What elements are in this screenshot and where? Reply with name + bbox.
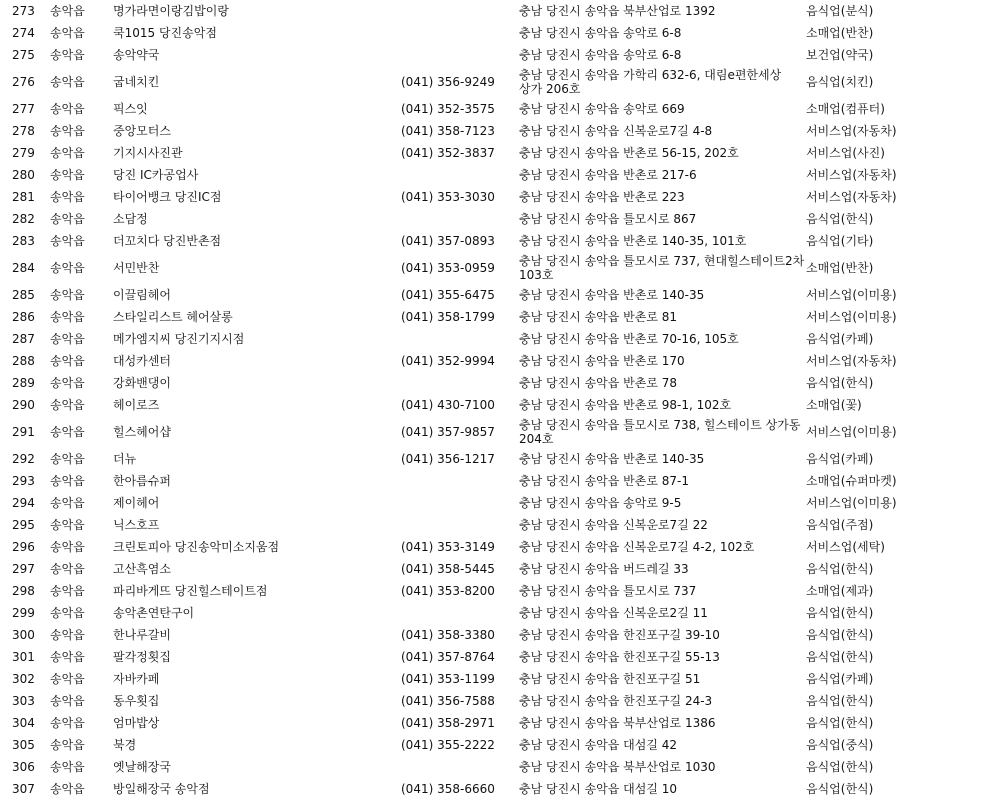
town-cell: 송악읍 <box>50 332 85 346</box>
table-row <box>0 284 988 306</box>
category-cell: 소매업(반찬) <box>806 261 874 275</box>
table-row <box>0 252 988 284</box>
row-number: 306 <box>12 760 35 774</box>
store-name-cell: 송악약국 <box>113 48 160 62</box>
row-number: 274 <box>12 26 35 40</box>
row-number: 284 <box>12 261 35 275</box>
row-number: 299 <box>12 606 35 620</box>
town-cell: 송악읍 <box>50 452 85 466</box>
address-cell: 충남 당진시 송악읍 북부산업로 1392 <box>519 4 716 18</box>
table-row <box>0 164 988 186</box>
address-cell: 충남 당진시 송악읍 한진포구길 24-3 <box>519 694 713 708</box>
store-name-cell: 헤이로즈 <box>113 398 160 412</box>
town-cell: 송악읍 <box>50 425 85 439</box>
store-name-cell: 한나루갈비 <box>113 628 171 642</box>
row-number: 280 <box>12 168 35 182</box>
table-row <box>0 492 988 514</box>
row-number: 287 <box>12 332 35 346</box>
table-row <box>0 536 988 558</box>
row-number: 296 <box>12 540 35 554</box>
address-cell: 충남 당진시 송악읍 신복운로7길 4-2, 102호 <box>519 540 755 554</box>
category-cell: 음식업(카페) <box>806 452 874 466</box>
store-name-cell: 소담정 <box>113 212 148 226</box>
phone-cell: (041) 358-3380 <box>401 628 495 642</box>
address-cell: 충남 당진시 송악읍 반촌로 87-1 <box>519 474 690 488</box>
table-row <box>0 416 988 448</box>
store-name-cell: 명가라면이랑김밥이랑 <box>113 4 229 18</box>
row-number: 297 <box>12 562 35 576</box>
row-number: 295 <box>12 518 35 532</box>
town-cell: 송악읍 <box>50 672 85 686</box>
phone-cell: (041) 358-1799 <box>401 310 495 324</box>
phone-cell: (041) 355-6475 <box>401 288 495 302</box>
category-cell: 서비스업(자동차) <box>806 190 897 204</box>
table-row <box>0 230 988 252</box>
row-number: 286 <box>12 310 35 324</box>
town-cell: 송악읍 <box>50 75 85 89</box>
store-name-cell: 힐스헤어샵 <box>113 425 171 439</box>
address-cell: 충남 당진시 송악읍 반촌로 140-35 <box>519 288 705 302</box>
phone-cell <box>401 44 519 66</box>
phone-cell <box>401 756 519 778</box>
phone-cell: (041) 356-7588 <box>401 694 495 708</box>
address-cell: 충남 당진시 송악읍 한진포구길 39-10 <box>519 628 720 642</box>
category-cell: 음식업(한식) <box>806 782 874 796</box>
phone-cell: (041) 357-8764 <box>401 650 495 664</box>
address-cell: 충남 당진시 송악읍 틀모시로 737 <box>519 584 697 598</box>
store-name-cell: 제이헤어 <box>113 496 160 510</box>
phone-cell: (041) 355-2222 <box>401 738 495 752</box>
table-row <box>0 514 988 536</box>
row-number: 289 <box>12 376 35 390</box>
category-cell: 서비스업(이미용) <box>806 288 897 302</box>
town-cell: 송악읍 <box>50 650 85 664</box>
store-name-cell: 굽네치킨 <box>113 75 160 89</box>
table-row <box>0 690 988 712</box>
address-cell: 충남 당진시 송악읍 북부산업로 1030 <box>519 760 716 774</box>
category-cell: 서비스업(이미용) <box>806 310 897 324</box>
row-number: 298 <box>12 584 35 598</box>
store-name-cell: 타이어뱅크 당진IC점 <box>113 190 222 204</box>
row-number: 300 <box>12 628 35 642</box>
town-cell: 송악읍 <box>50 694 85 708</box>
row-number: 293 <box>12 474 35 488</box>
table-row <box>0 668 988 690</box>
store-name-cell: 이끌림헤어 <box>113 288 171 302</box>
phone-cell <box>401 470 519 492</box>
town-cell: 송악읍 <box>50 168 85 182</box>
table-row <box>0 186 988 208</box>
row-number: 292 <box>12 452 35 466</box>
town-cell: 송악읍 <box>50 124 85 138</box>
town-cell: 송악읍 <box>50 310 85 324</box>
category-cell: 음식업(기타) <box>806 234 874 248</box>
town-cell: 송악읍 <box>50 760 85 774</box>
row-number: 279 <box>12 146 35 160</box>
address-cell: 충남 당진시 송악읍 반촌로 170 <box>519 354 685 368</box>
address-cell: 충남 당진시 송악읍 북부산업로 1386 <box>519 716 716 730</box>
address-cell: 충남 당진시 송악읍 신복운로7길 4-8 <box>519 124 713 138</box>
category-cell: 음식업(카페) <box>806 332 874 346</box>
phone-cell <box>401 164 519 186</box>
store-name-cell: 파리바게뜨 당진힐스테이트점 <box>113 584 268 598</box>
phone-cell: (041) 358-6660 <box>401 782 495 796</box>
phone-cell <box>401 372 519 394</box>
town-cell: 송악읍 <box>50 518 85 532</box>
store-name-cell: 기지시사진관 <box>113 146 183 160</box>
store-name-cell: 엄마밥상 <box>113 716 160 730</box>
store-name-cell: 한아름슈퍼 <box>113 474 171 488</box>
store-name-cell: 북경 <box>113 738 137 752</box>
table-row <box>0 624 988 646</box>
category-cell: 음식업(치킨) <box>806 75 874 89</box>
address-cell: 충남 당진시 송악읍 반촌로 81 <box>519 310 678 324</box>
phone-cell: (041) 357-0893 <box>401 234 495 248</box>
phone-cell: (041) 353-3030 <box>401 190 495 204</box>
town-cell: 송악읍 <box>50 261 85 275</box>
phone-cell: (041) 356-1217 <box>401 452 495 466</box>
table-row <box>0 734 988 756</box>
table-row <box>0 372 988 394</box>
address-cell: 충남 당진시 송악읍 반촌로 140-35 <box>519 452 705 466</box>
town-cell: 송악읍 <box>50 398 85 412</box>
store-name-cell: 동우횟집 <box>113 694 160 708</box>
town-cell: 송악읍 <box>50 288 85 302</box>
table-row <box>0 448 988 470</box>
category-cell: 서비스업(이미용) <box>806 425 897 439</box>
row-number: 294 <box>12 496 35 510</box>
address-cell: 충남 당진시 송악읍 신복운로7길 22 <box>519 518 708 532</box>
address-cell: 충남 당진시 송악읍 한진포구길 55-13 <box>519 650 720 664</box>
row-number: 285 <box>12 288 35 302</box>
category-cell: 음식업(한식) <box>806 562 874 576</box>
category-cell: 음식업(분식) <box>806 4 874 18</box>
phone-cell: (041) 430-7100 <box>401 398 495 412</box>
category-cell: 소매업(컴퓨터) <box>806 102 885 116</box>
phone-cell: (041) 356-9249 <box>401 75 495 89</box>
phone-cell <box>401 514 519 536</box>
store-name-cell: 픽스잇 <box>113 102 148 116</box>
town-cell: 송악읍 <box>50 48 85 62</box>
category-cell: 음식업(중식) <box>806 738 874 752</box>
store-name-cell: 당진 IC카공업사 <box>113 168 199 182</box>
table-row <box>0 558 988 580</box>
row-number: 281 <box>12 190 35 204</box>
row-number: 307 <box>12 782 35 796</box>
table-row <box>0 142 988 164</box>
row-number: 276 <box>12 75 35 89</box>
town-cell: 송악읍 <box>50 234 85 248</box>
row-number: 303 <box>12 694 35 708</box>
address-cell: 충남 당진시 송악읍 한진포구길 51 <box>519 672 701 686</box>
row-number: 305 <box>12 738 35 752</box>
row-number: 291 <box>12 425 35 439</box>
row-number: 288 <box>12 354 35 368</box>
category-cell: 음식업(한식) <box>806 760 874 774</box>
address-cell: 충남 당진시 송악읍 반촌로 223 <box>519 190 685 204</box>
phone-cell <box>401 208 519 230</box>
phone-cell: (041) 352-9994 <box>401 354 495 368</box>
address-cell: 충남 당진시 송악읍 틀모시로 737, 현대힐스테이트2차 103호 <box>519 254 805 282</box>
store-name-cell: 더꼬치다 당진반촌점 <box>113 234 222 248</box>
town-cell: 송악읍 <box>50 474 85 488</box>
category-cell: 음식업(한식) <box>806 628 874 642</box>
town-cell: 송악읍 <box>50 376 85 390</box>
phone-cell <box>401 492 519 514</box>
store-name-cell: 메가엠지씨 당진기지시점 <box>113 332 245 346</box>
table-row <box>0 328 988 350</box>
row-number: 304 <box>12 716 35 730</box>
town-cell: 송악읍 <box>50 354 85 368</box>
category-cell: 음식업(주점) <box>806 518 874 532</box>
table-row <box>0 208 988 230</box>
store-name-cell: 쿡1015 당진송악점 <box>113 26 217 40</box>
town-cell: 송악읍 <box>50 146 85 160</box>
town-cell: 송악읍 <box>50 496 85 510</box>
row-number: 282 <box>12 212 35 226</box>
phone-cell: (041) 358-5445 <box>401 562 495 576</box>
store-name-cell: 스타일리스트 헤어살롱 <box>113 310 233 324</box>
category-cell: 서비스업(자동차) <box>806 168 897 182</box>
table-row <box>0 756 988 778</box>
row-number: 290 <box>12 398 35 412</box>
town-cell: 송악읍 <box>50 190 85 204</box>
store-name-cell: 팔각정횟집 <box>113 650 171 664</box>
store-name-cell: 서민반찬 <box>113 261 160 275</box>
address-cell: 충남 당진시 송악읍 송악로 9-5 <box>519 496 682 510</box>
phone-cell: (041) 353-1199 <box>401 672 495 686</box>
row-number: 283 <box>12 234 35 248</box>
category-cell: 음식업(카페) <box>806 672 874 686</box>
address-cell: 충남 당진시 송악읍 가학리 632-6, 대림e편한세상 상가 206호 <box>519 68 782 96</box>
table-row <box>0 646 988 668</box>
address-cell: 충남 당진시 송악읍 틀모시로 867 <box>519 212 697 226</box>
table-row <box>0 350 988 372</box>
category-cell: 소매업(제과) <box>806 584 874 598</box>
address-cell: 충남 당진시 송악읍 반촌로 217-6 <box>519 168 697 182</box>
category-cell: 음식업(한식) <box>806 716 874 730</box>
store-name-cell: 자바카페 <box>113 672 160 686</box>
row-number: 273 <box>12 4 35 18</box>
row-number: 277 <box>12 102 35 116</box>
town-cell: 송악읍 <box>50 4 85 18</box>
category-cell: 서비스업(이미용) <box>806 496 897 510</box>
town-cell: 송악읍 <box>50 102 85 116</box>
table-row <box>0 22 988 44</box>
phone-cell: (041) 353-0959 <box>401 261 495 275</box>
town-cell: 송악읍 <box>50 628 85 642</box>
town-cell: 송악읍 <box>50 26 85 40</box>
phone-cell <box>401 22 519 44</box>
store-name-cell: 크린토피아 당진송악미소지움점 <box>113 540 280 554</box>
phone-cell: (041) 353-3149 <box>401 540 495 554</box>
row-number: 301 <box>12 650 35 664</box>
town-cell: 송악읍 <box>50 782 85 796</box>
category-cell: 소매업(꽃) <box>806 398 862 412</box>
category-cell: 서비스업(사진) <box>806 146 885 160</box>
phone-cell <box>401 0 519 22</box>
address-cell: 충남 당진시 송악읍 반촌로 78 <box>519 376 678 390</box>
phone-cell: (041) 352-3837 <box>401 146 495 160</box>
row-number: 278 <box>12 124 35 138</box>
store-name-cell: 강화밴댕이 <box>113 376 171 390</box>
table-row <box>0 778 988 800</box>
address-cell: 충남 당진시 송악읍 송악로 6-8 <box>519 48 682 62</box>
address-cell: 충남 당진시 송악읍 반촌로 56-15, 202호 <box>519 146 739 160</box>
table-row <box>0 66 988 98</box>
town-cell: 송악읍 <box>50 212 85 226</box>
store-name-cell: 더뉴 <box>113 452 137 466</box>
category-cell: 소매업(반찬) <box>806 26 874 40</box>
store-name-cell: 닉스호프 <box>113 518 160 532</box>
category-cell: 서비스업(세탁) <box>806 540 885 554</box>
table-row <box>0 44 988 66</box>
table-row <box>0 602 988 624</box>
table-row <box>0 470 988 492</box>
table-row <box>0 0 988 22</box>
address-cell: 충남 당진시 송악읍 송악로 6-8 <box>519 26 682 40</box>
phone-cell: (041) 352-3575 <box>401 102 495 116</box>
category-cell: 음식업(한식) <box>806 376 874 390</box>
address-cell: 충남 당진시 송악읍 틀모시로 738, 힐스테이트 상가동 204호 <box>519 418 801 446</box>
address-cell: 충남 당진시 송악읍 버드레길 33 <box>519 562 689 576</box>
phone-cell: (041) 357-9857 <box>401 425 495 439</box>
table-row <box>0 580 988 602</box>
address-cell: 충남 당진시 송악읍 대섬길 42 <box>519 738 678 752</box>
table-row <box>0 394 988 416</box>
category-cell: 음식업(한식) <box>806 650 874 664</box>
row-number: 302 <box>12 672 35 686</box>
phone-cell: (041) 358-7123 <box>401 124 495 138</box>
store-name-cell: 중앙모터스 <box>113 124 171 138</box>
category-cell: 음식업(한식) <box>806 694 874 708</box>
town-cell: 송악읍 <box>50 738 85 752</box>
store-name-cell: 송악촌연탄구이 <box>113 606 195 620</box>
store-name-cell: 고산흑염소 <box>113 562 171 576</box>
address-cell: 충남 당진시 송악읍 송악로 669 <box>519 102 685 116</box>
table-row <box>0 306 988 328</box>
store-name-cell: 옛날해장국 <box>113 760 171 774</box>
row-number: 275 <box>12 48 35 62</box>
store-name-cell: 대성카센터 <box>113 354 171 368</box>
phone-cell <box>401 602 519 624</box>
table-row <box>0 120 988 142</box>
town-cell: 송악읍 <box>50 584 85 598</box>
town-cell: 송악읍 <box>50 606 85 620</box>
category-cell: 서비스업(자동차) <box>806 354 897 368</box>
town-cell: 송악읍 <box>50 540 85 554</box>
category-cell: 서비스업(자동차) <box>806 124 897 138</box>
phone-cell: (041) 353-8200 <box>401 584 495 598</box>
category-cell: 음식업(한식) <box>806 606 874 620</box>
category-cell: 음식업(한식) <box>806 212 874 226</box>
address-cell: 충남 당진시 송악읍 반촌로 70-16, 105호 <box>519 332 739 346</box>
category-cell: 보건업(약국) <box>806 48 874 62</box>
table-row <box>0 98 988 120</box>
address-cell: 충남 당진시 송악읍 반촌로 98-1, 102호 <box>519 398 732 412</box>
town-cell: 송악읍 <box>50 562 85 576</box>
store-name-cell: 방일해장국 송악점 <box>113 782 210 796</box>
town-cell: 송악읍 <box>50 716 85 730</box>
phone-cell <box>401 328 519 350</box>
address-cell: 충남 당진시 송악읍 반촌로 140-35, 101호 <box>519 234 747 248</box>
address-cell: 충남 당진시 송악읍 신복운로2길 11 <box>519 606 708 620</box>
address-cell: 충남 당진시 송악읍 대섬길 10 <box>519 782 678 796</box>
category-cell: 소매업(슈퍼마켓) <box>806 474 897 488</box>
phone-cell: (041) 358-2971 <box>401 716 495 730</box>
table-row <box>0 712 988 734</box>
